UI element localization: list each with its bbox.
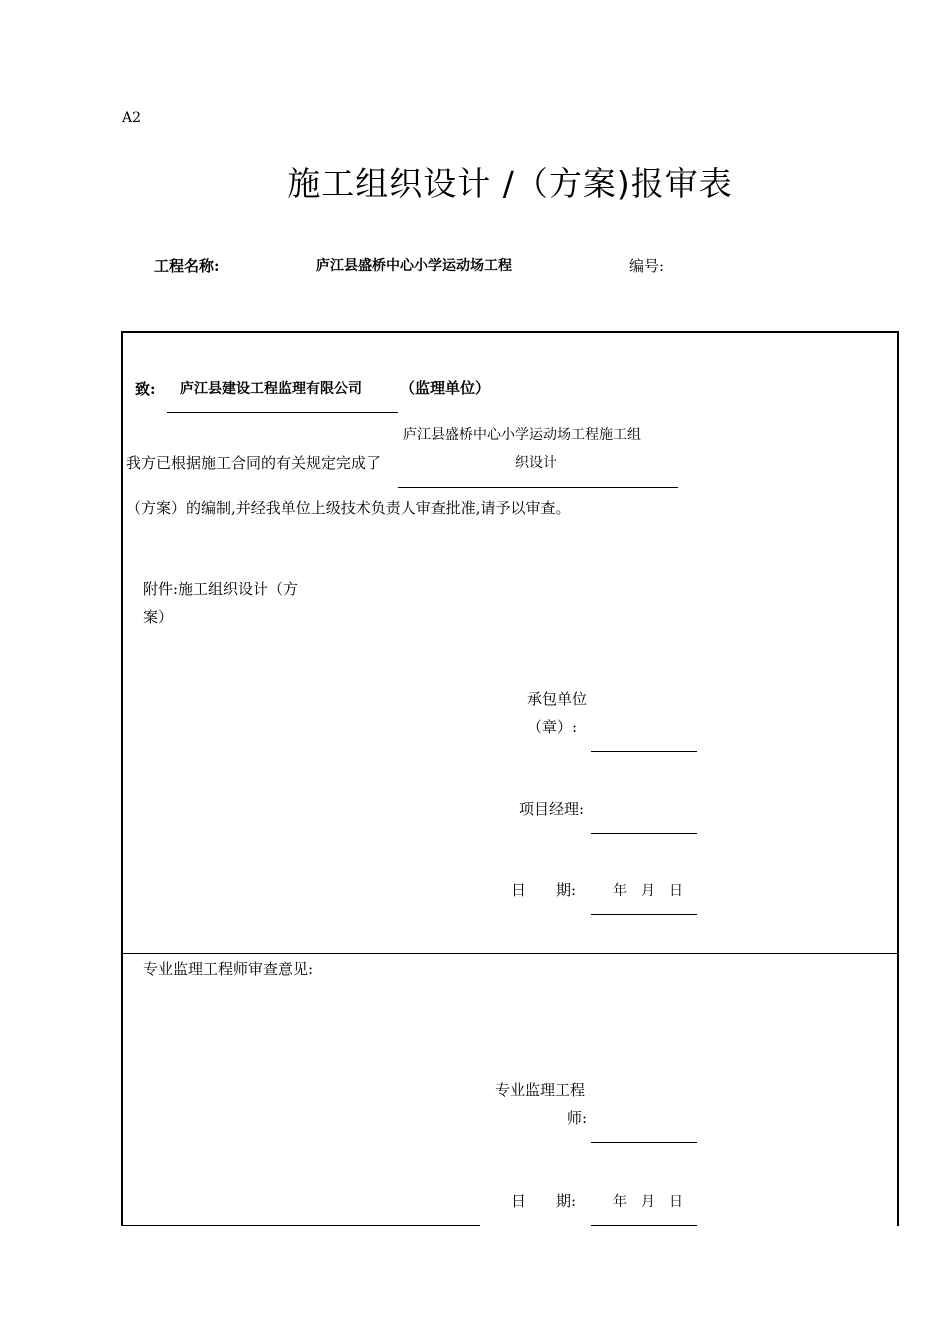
attachment-line1: 附件:施工组织设计（方 [143, 580, 299, 598]
body-line1: 我方已根据施工合同的有关规定完成了 [126, 454, 382, 472]
table-bottom-border [121, 1225, 480, 1226]
number-label: 编号: [629, 257, 665, 275]
project-name-value: 庐江县盛桥中心小学运动场工程 [316, 258, 512, 274]
form-code: A2 [122, 110, 142, 126]
supervisor-underline [167, 412, 398, 413]
plan-name-line2: 织设计 [515, 455, 557, 471]
contractor-signature-line [591, 751, 697, 752]
date-value: 年 月 日 [613, 883, 683, 899]
plan-name-underline [398, 487, 678, 488]
contractor-label-line1: 承包单位 [527, 690, 588, 708]
date-value-2: 年 月 日 [613, 1194, 683, 1210]
manager-label: 项目经理: [519, 800, 585, 818]
supervisor-company: 庐江县建设工程监理有限公司 [180, 381, 362, 397]
project-name-label: 工程名称: [154, 257, 220, 275]
date-underline [591, 914, 697, 915]
supervisor-role: （监理单位） [400, 379, 491, 397]
engineer-signature-line [591, 1142, 697, 1143]
manager-signature-line [591, 833, 697, 834]
section-divider [121, 953, 899, 954]
date-label: 日 期: [511, 881, 577, 899]
contractor-label-line2: （章）: [527, 718, 578, 736]
attachment-line2: 案） [143, 608, 174, 626]
engineer-label-line2: 师: [567, 1109, 588, 1127]
date-label-2: 日 期: [511, 1192, 577, 1210]
plan-name-line1: 庐江县盛桥中心小学运动场工程施工组 [403, 427, 641, 443]
engineer-label-line1: 专业监理工程 [495, 1081, 586, 1099]
body-line2: （方案）的编制,并经我单位上级技术负责人审查批准,请予以审查。 [126, 499, 571, 517]
opinion-label: 专业监理工程师审查意见: [143, 960, 314, 978]
date-underline-2 [591, 1225, 697, 1226]
page-title: 施工组织设计 /（方案)报审表 [287, 164, 733, 203]
to-label: 致: [135, 380, 156, 398]
